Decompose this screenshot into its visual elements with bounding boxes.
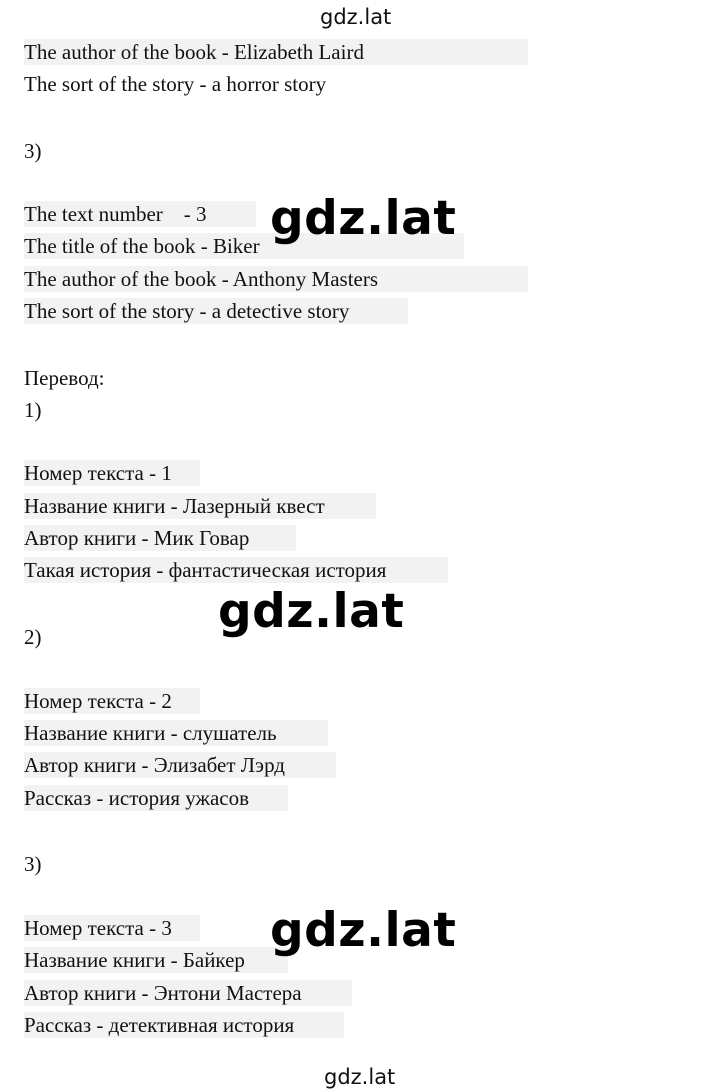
ru-number-3: 3)	[24, 852, 42, 876]
ru-number-2: 2)	[24, 625, 42, 649]
ru-number-1: 1)	[24, 398, 42, 422]
ru-entry3-text-number: Номер текста - 3	[24, 915, 200, 941]
ru-entry2-sort: Рассказ - история ужасов	[24, 785, 288, 811]
watermark-bottom: gdz.lat	[324, 1065, 396, 1089]
ru-entry3-title: Название книги - Байкер	[24, 947, 288, 973]
en-entry3-sort: The sort of the story - a detective story	[24, 298, 408, 324]
watermark-overlay-2: gdz.lat	[218, 584, 405, 639]
ru-entry2-author: Автор книги - Элизабет Лэрд	[24, 752, 336, 778]
en-entry3-text-number: The text number - 3	[24, 201, 256, 227]
en-entry2-sort: The sort of the story - a horror story	[24, 72, 327, 96]
en-entry3-author: The author of the book - Anthony Masters	[24, 266, 528, 292]
ru-entry1-author: Автор книги - Мик Говар	[24, 525, 296, 551]
ru-entry2-text-number: Номер текста - 2	[24, 688, 200, 714]
en-entry3-title: The title of the book - Biker	[24, 233, 464, 259]
watermark-top: gdz.lat	[320, 5, 392, 29]
en-entry2-author: The author of the book - Elizabeth Laird	[24, 39, 528, 65]
watermark-overlay-3: gdz.lat	[270, 903, 457, 958]
ru-entry1-text-number: Номер текста - 1	[24, 460, 200, 486]
en-number-3: 3)	[24, 139, 42, 163]
ru-entry1-title: Название книги - Лазерный квест	[24, 493, 376, 519]
watermark-overlay-1: gdz.lat	[270, 191, 457, 246]
ru-entry3-sort: Рассказ - детективная история	[24, 1012, 344, 1038]
ru-entry3-author: Автор книги - Энтони Мастера	[24, 980, 352, 1006]
ru-entry2-title: Название книги - слушатель	[24, 720, 328, 746]
ru-entry1-sort: Такая история - фантастическая история	[24, 557, 448, 583]
translation-heading: Перевод:	[24, 366, 105, 390]
